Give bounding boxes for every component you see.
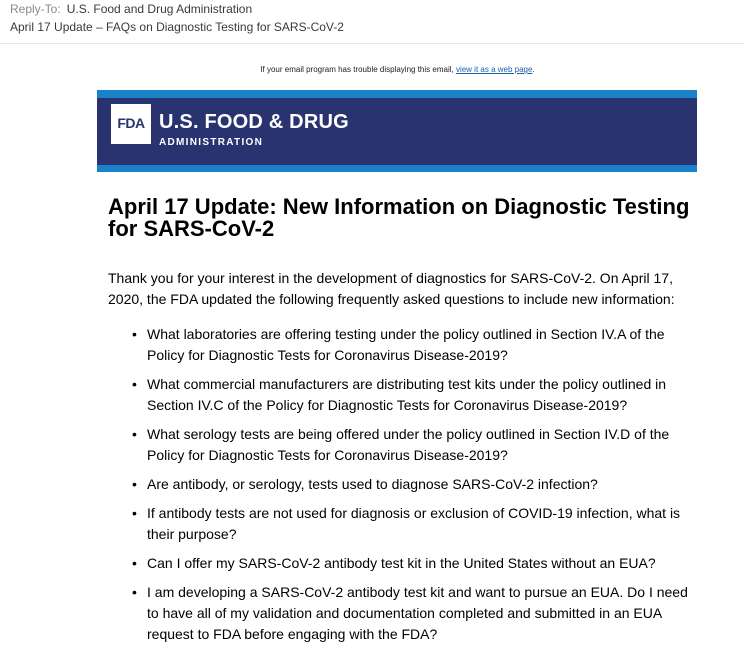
email-header: [0, 0, 744, 44]
reply-to-label: Reply-To:: [10, 2, 61, 16]
faq-item: [108, 474, 698, 495]
faq-item: [108, 553, 698, 574]
faq-item-text: What commercial manufacturers are distributing test kits under the policy outlined in Section IV.C of the Policy for Diagnostic Tests for Coronavirus Disease-2019?: [147, 376, 667, 413]
bullet-icon: •: [132, 505, 137, 521]
bullet-icon: •: [132, 376, 137, 392]
faq-item-text: Can I offer my SARS-CoV-2 antibody test kit in the United States without an EUA?: [147, 555, 656, 571]
faq-list: [108, 324, 698, 653]
faq-item: [108, 582, 698, 645]
banner-top-stripe: [97, 90, 697, 98]
intro-paragraph: Thank you for your interest in the development of diagnostics for SARS-CoV-2. On April 17, 2020, the FDA updated the following frequently asked questions to include new information:: [108, 270, 675, 307]
view-web-notice: [0, 65, 744, 74]
brand-name: U.S. FOOD & DRUG: [159, 111, 349, 133]
bullet-icon: •: [132, 326, 137, 342]
page-title: April 17 Update: New Information on Diagnostic Testing for SARS-CoV-2: [108, 194, 690, 241]
reply-to-row: [10, 1, 252, 17]
bullet-icon: •: [132, 584, 137, 600]
faq-item: [108, 374, 698, 416]
fda-logo: [111, 104, 151, 144]
fda-logo-text: FDA: [117, 115, 145, 131]
brand-subtitle: ADMINISTRATION: [159, 137, 264, 148]
reply-to-value[interactable]: U.S. Food and Drug Administration: [66, 2, 253, 16]
bullet-icon: •: [132, 426, 137, 442]
faq-item-text: What laboratories are offering testing under the policy outlined in Section IV.A of the Policy for Diagnostic Tests for Coronavirus Disease-2019?: [147, 326, 665, 363]
view-web-suffix: .: [532, 65, 535, 74]
view-web-link[interactable]: view it as a web page: [455, 65, 533, 74]
faq-item-text: Are antibody, or serology, tests used to diagnose SARS-CoV-2 infection?: [147, 476, 598, 492]
view-web-prefix: If your email program has trouble displaying this email,: [260, 65, 454, 74]
bullet-icon: •: [132, 476, 137, 492]
faq-item: [108, 503, 698, 545]
faq-item-text: What serology tests are being offered under the policy outlined in Section IV.D of the Policy for Diagnostic Tests for Coronavirus Disease-2019?: [147, 426, 670, 463]
header-divider: [0, 43, 744, 44]
faq-item-text: If antibody tests are not used for diagnosis or exclusion of COVID-19 infection, what is their purpose?: [147, 505, 681, 542]
faq-item-text: I am developing a SARS-CoV-2 antibody test kit and want to pursue an EUA. Do I need to have all of my validation and documentation completed and submitted in an EUA request to FDA before engaging with the FDA?: [147, 584, 688, 642]
fda-banner: [97, 90, 697, 172]
banner-bottom-stripe: [97, 165, 697, 172]
faq-item: [108, 324, 698, 366]
bullet-icon: •: [132, 555, 137, 571]
faq-item: [108, 424, 698, 466]
email-subject: April 17 Update – FAQs on Diagnostic Testing for SARS-CoV-2: [10, 20, 344, 34]
